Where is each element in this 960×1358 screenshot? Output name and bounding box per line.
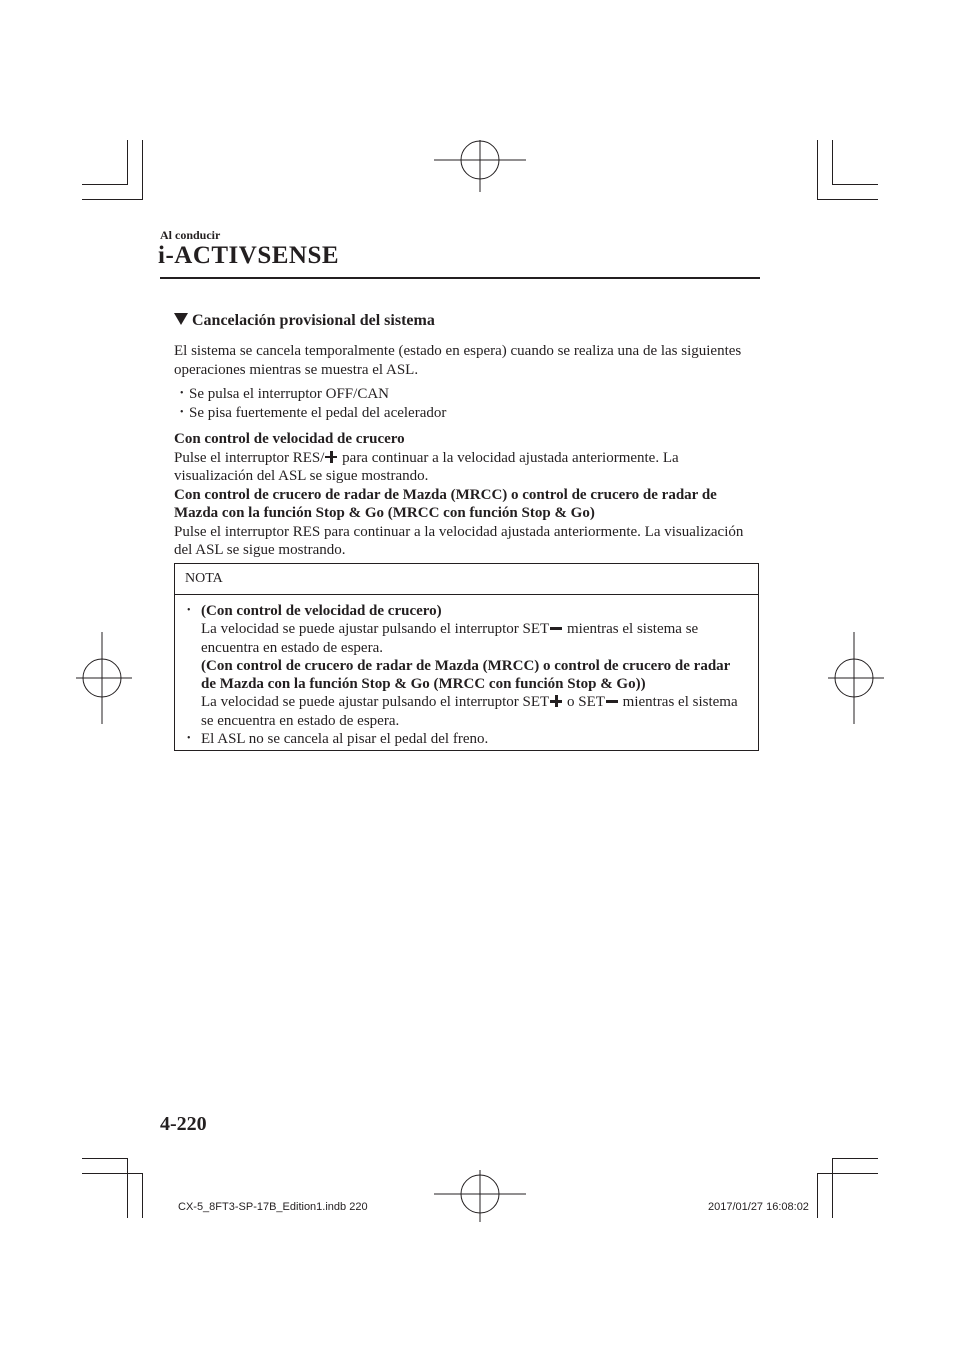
intro-paragraph: El sistema se cancela temporalmente (estado en espera) cuando se realiza una de las siguientes operaciones mientras se muestra el ASL.: [174, 343, 742, 378]
note-divider: [175, 594, 758, 595]
registration-mark-right: [828, 632, 884, 724]
registration-mark-top: [434, 120, 526, 212]
print-timestamp: 2017/01/27 16:08:02: [708, 1201, 809, 1213]
cruise-title: Con control de velocidad de crucero: [174, 431, 405, 447]
minus-icon: [606, 695, 618, 707]
condition-list: [180, 385, 740, 422]
list-item: • El ASL no se cancela al pisar el pedal del freno.: [187, 731, 489, 748]
triangle-down-icon: [174, 313, 188, 325]
mrcc-title: Con control de crucero de radar de Mazda (MRCC) o control de crucero de radar de Mazda con la función Stop & Go (MRCC con función Stop & Go): [174, 486, 717, 521]
mrcc-text: Pulse el interruptor RES para continuar a la velocidad ajustada anteriormente. La visualización del ASL se sigue mostrando.: [174, 523, 744, 558]
minus-icon: [550, 622, 562, 634]
section-title: i-ACTIVSENSE: [158, 242, 340, 269]
subsection-heading-text: Cancelación provisional del sistema: [192, 312, 435, 329]
plus-icon: [325, 451, 337, 463]
note-title: NOTA: [185, 571, 223, 586]
chapter-title: Al conducir: [160, 228, 221, 242]
bullet-icon: •: [187, 733, 191, 745]
page-number: 4-220: [160, 1113, 207, 1135]
bullet-icon: •: [180, 388, 184, 399]
list-item: • Se pisa fuertemente el pedal del acelerador: [180, 404, 447, 421]
header-rule: [160, 277, 760, 279]
registration-mark-bottom: [434, 1150, 526, 1242]
subsection-heading: [174, 312, 435, 330]
list-item: • Se pulsa el interruptor OFF/CAN: [180, 386, 389, 402]
bullet-icon: •: [187, 605, 191, 616]
file-info: CX-5_8FT3-SP-17B_Edition1.indb 220: [178, 1201, 368, 1213]
cruise-text: Pulse el interruptor RES/ para continuar a la velocidad ajustada anteriormente. La visualización del ASL se sigue mostrando.: [174, 449, 679, 484]
registration-mark-left: [76, 632, 132, 724]
note-list: [187, 602, 747, 748]
cruise-instructions: [174, 430, 760, 560]
bullet-icon: •: [180, 406, 184, 418]
plus-icon: [550, 695, 562, 707]
list-item: • (Con control de velocidad de crucero) La velocidad se puede ajustar pulsando el interruptor SET mientras el sistema se encuentra en estado de espera. (Con control de crucero de radar de Mazda (MRCC) o control de crucero de radar de Mazda con la función Stop & Go (MRCC con función Stop & Go)) La velocidad se puede ajustar pulsando el interruptor SET o SET mientras el sistema se encuentra en estado de espera.: [187, 603, 738, 729]
note-box: [174, 563, 759, 751]
